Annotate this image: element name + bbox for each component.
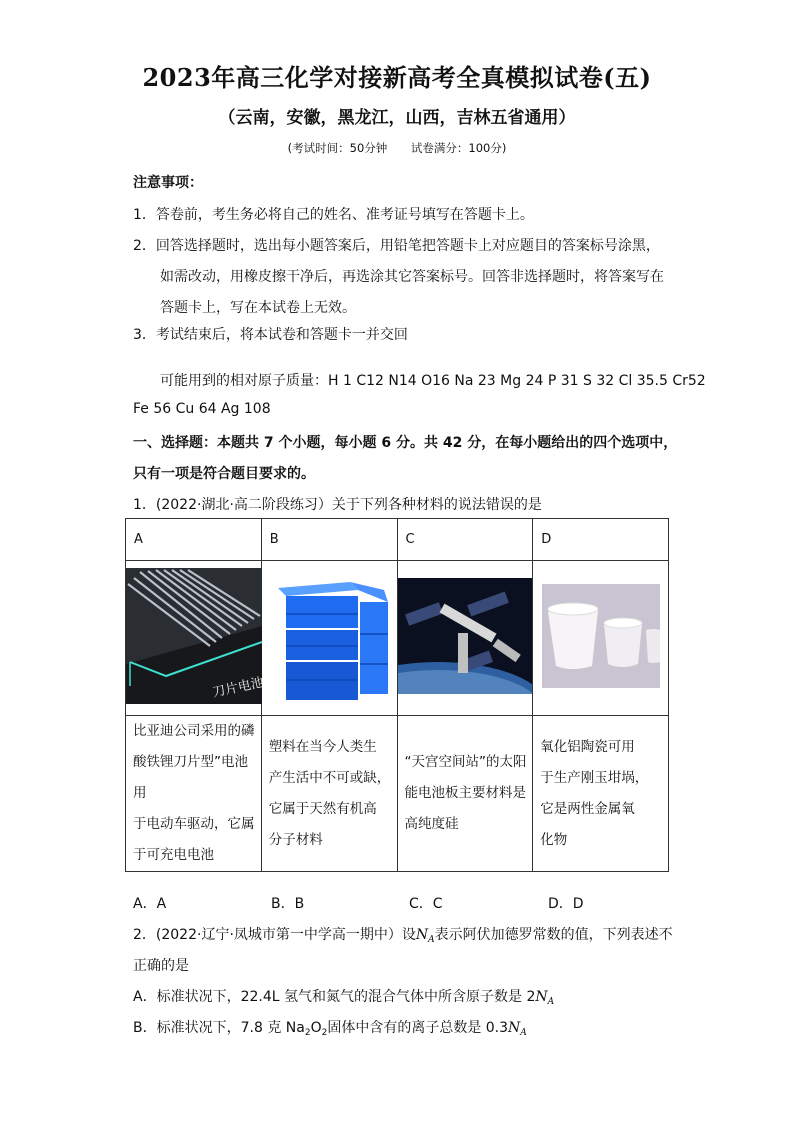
atomic-mass-line-2: Fe 56 Cu 64 Ag 108 — [133, 401, 271, 417]
notice-item-2-cont: 如需改动，用橡皮擦干净后，再选涂其它答案标号。回答非选择题时，将答案写在 — [160, 269, 664, 285]
desc-b-line: 塑料在当今人类生 — [268, 738, 377, 755]
question-2-stem-text: 2．(2022·辽宁·凤城市第一中学高一期中）设 — [133, 927, 416, 943]
desc-c-line: “天宫空间站”的太阳 — [404, 754, 527, 770]
space-station-image — [398, 578, 532, 694]
avogadro-subscript: A — [547, 997, 555, 1007]
option-desc-d — [533, 716, 669, 872]
section-heading-cont: 只有一项是符合题目要求的。 — [133, 466, 315, 482]
exam-time: (考试时间：50分钟 — [287, 141, 388, 155]
desc-b-line: 它属于天然有机高 — [268, 800, 377, 817]
notice-item-3: 3．考试结束后，将本试卷和答题卡一并交回 — [133, 327, 408, 343]
blade-battery-label: 刀片电池 — [211, 675, 262, 701]
blade-battery-image — [126, 568, 262, 704]
exam-score: 试卷满分：100分) — [410, 141, 507, 155]
image-cell-a — [126, 561, 262, 716]
question-1-option-b: B．B — [271, 896, 305, 912]
plastic-crates-image — [266, 564, 392, 708]
desc-b-line: 产生活中不可或缺， — [268, 769, 391, 786]
notice-heading: 注意事项： — [133, 175, 203, 191]
option-header-c: C — [397, 519, 533, 561]
exam-subtitle: （云南，安徽，黑龙江，山西，吉林五省通用） — [218, 108, 576, 128]
question-1-stem: 1．(2022·湖北·高二阶段练习）关于下列各种材料的说法错误的是 — [133, 497, 542, 513]
option-desc-c — [397, 716, 533, 872]
desc-a-line: 比亚迪公司采用的磷 — [133, 723, 255, 739]
option-a-text: A．标准状况下，22.4L 氢气和氮气的混合气体中所含原子数是 2 — [133, 989, 536, 1005]
desc-b-line: 分子材料 — [268, 831, 323, 848]
question-2-stem-text: 表示阿伏加德罗常数的值，下列表述不 — [434, 927, 673, 943]
option-header-b: B — [261, 519, 397, 561]
alumina-crucibles-image — [542, 584, 660, 688]
formula-subscript: 2 — [304, 1028, 311, 1038]
atomic-mass-line-1: 可能用到的相对原子质量：H 1 C12 N14 O16 Na 23 Mg 24 P 31 S 32 Cl 35.5 Cr52 — [160, 373, 706, 389]
formula-subscript: 2 — [321, 1028, 328, 1038]
desc-a-line: 于可充电电池 — [133, 847, 214, 863]
exam-title: 2023年高三化学对接新高考全真模拟试卷(五) — [142, 63, 652, 92]
notice-item-1: 1．答卷前，考生务必将自己的姓名、准考证号填写在答题卡上。 — [133, 207, 534, 223]
question-1-table — [125, 518, 669, 872]
desc-d-line: 它是两性金属氧 — [540, 800, 635, 817]
image-cell-b — [261, 561, 397, 716]
question-2-stem-cont: 正确的是 — [133, 958, 189, 974]
image-cell-c — [397, 561, 533, 716]
desc-a-line: 酸铁锂刀片型”电池用 — [133, 754, 248, 801]
desc-c-line: 高纯度硅 — [404, 816, 459, 832]
notice-item-2: 2．回答选择题时，选出每小题答案后，用铅笔把答题卡上对应题目的答案标号涂黑， — [133, 238, 660, 254]
question-1-option-a: A．A — [133, 896, 167, 912]
exam-time-info — [0, 140, 794, 156]
option-header-a: A — [126, 519, 262, 561]
desc-d-line: 于生产刚玉坩埚， — [540, 769, 649, 786]
option-desc-b — [261, 716, 397, 872]
image-cell-d — [533, 561, 669, 716]
option-desc-a — [126, 716, 262, 872]
question-1-option-d: D．D — [548, 896, 584, 912]
question-2-stem — [133, 924, 673, 945]
desc-c-line: 能电池板主要材料是 — [404, 785, 526, 801]
option-b-text: B．标准状况下，7.8 克 Na — [133, 1020, 305, 1036]
avogadro-symbol: N — [535, 989, 548, 1005]
option-header-d: D — [533, 519, 669, 561]
avogadro-symbol: N — [508, 1020, 521, 1036]
section-heading: 一、选择题：本题共 7 个小题，每小题 6 分。共 42 分，在每小题给出的四个选项中， — [133, 435, 678, 451]
formula-text: O — [310, 1020, 322, 1036]
option-b-text: 固体中含有的离子总数是 0.3 — [327, 1020, 509, 1036]
desc-a-line: 于电动车驱动，它属 — [133, 816, 255, 832]
question-2-option-b — [133, 1017, 527, 1038]
avogadro-subscript: A — [428, 935, 435, 945]
question-2-option-a — [133, 986, 554, 1007]
desc-d-line: 氧化铝陶瓷可用 — [540, 738, 635, 755]
avogadro-subscript: A — [520, 1028, 527, 1038]
notice-item-2-cont2: 答题卡上，写在本试卷上无效。 — [160, 300, 356, 316]
question-1-option-c: C．C — [409, 896, 443, 912]
avogadro-symbol: N — [415, 927, 429, 943]
desc-d-line: 化物 — [540, 831, 568, 848]
